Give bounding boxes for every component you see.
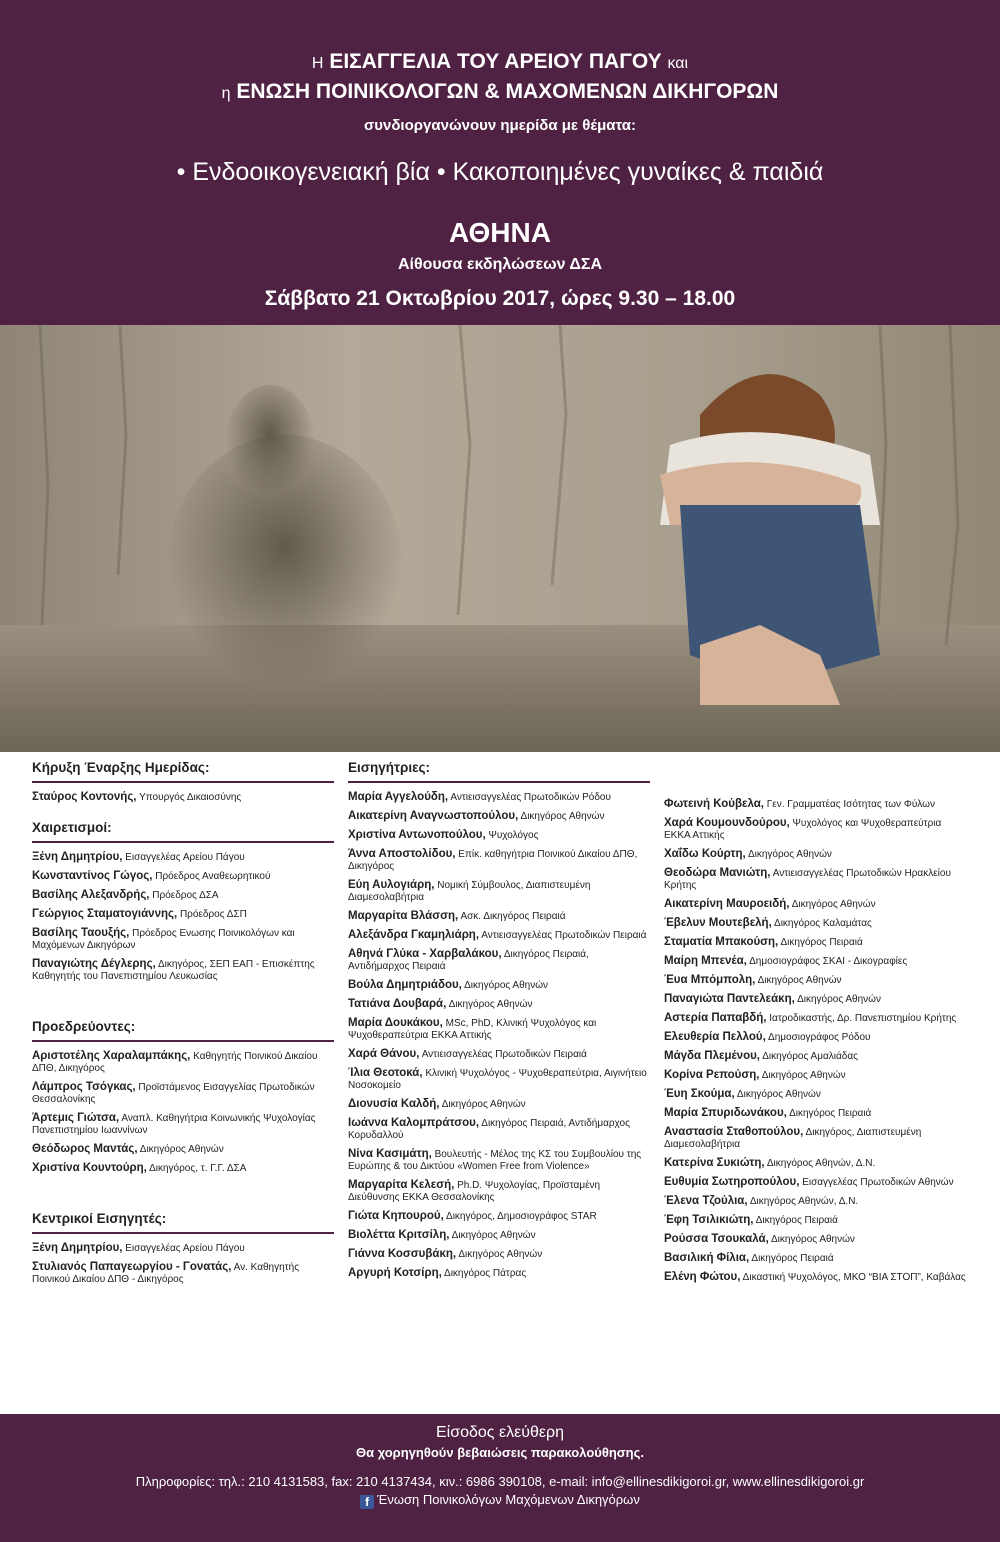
free-entry-title: Είσοδος ελεύθερη	[435, 1424, 564, 1441]
list-item: Βασιλική Φίλια, Δικηγόρος Πειραιά	[664, 1252, 834, 1264]
list-item: Κατερίνα Συκιώτη, Δικηγόρος Αθηνών, Δ.Ν.	[664, 1157, 876, 1169]
city-title: ΑΘΗΝΑ	[449, 217, 551, 248]
list-item: Βούλα Δημητριάδου, Δικηγόρος Αθηνών	[348, 979, 549, 991]
list-item: Βασίλης Αλεξανδρής, Πρόεδρος ΔΣΑ	[32, 889, 219, 901]
list-item: Αστερία Παπαβδή, Ιατροδικαστής, Δρ. Πανεπιστημίου Κρήτης	[664, 1012, 957, 1024]
list-item: Νίνα Κασιμάτη, Βουλευτής - Μέλος της ΚΣ του Συμβουλίου της Ευρώπης & του Δικτύου «Women Free from Violence»	[348, 1148, 642, 1172]
section-divider	[32, 781, 334, 783]
greetings-title: Χαιρετισμοί:	[32, 820, 112, 835]
keynote-title: Κεντρικοί Εισηγητές:	[32, 1211, 167, 1226]
list-item: Μαρία Δουκάκου, MSc, PhD, Κλινική Ψυχολόγος και Ψυχοθεραπεύτρια ΕΚΚΑ Αττικής	[348, 1017, 597, 1041]
list-item: Γιώτα Κηπουρού, Δικηγόρος, Δημοσιογράφος STAR	[348, 1210, 597, 1222]
list-item: Άρτεμις Γιώτσα, Αναπλ. Καθηγήτρια Κοινωνικής Ψυχολογίας Πανεπιστημίου Ιωαννίνων	[32, 1112, 316, 1136]
chairs-title: Προεδρεύοντες:	[32, 1019, 136, 1034]
list-item: Παναγιώτα Παντελεάκη, Δικηγόρος Αθηνών	[664, 993, 881, 1005]
list-item: Αικατερίνη Αναγνωστοπούλου, Δικηγόρος Αθηνών	[348, 810, 605, 822]
list-item: Χριστίνα Αντωνοπούλου, Ψυχολόγος	[348, 829, 539, 841]
list-item: Μαίρη Μπενέα, Δημοσιογράφος ΣΚΑΙ - Δικογραφίες	[664, 955, 908, 967]
list-item: Διονυσία Καλδή, Δικηγόρος Αθηνών	[348, 1098, 526, 1110]
list-item: Σταματία Μπακούση, Δικηγόρος Πειραιά	[664, 936, 863, 948]
section-divider	[32, 1040, 334, 1042]
list-item: Αναστασία Σταθοπούλου, Δικηγόρος, Διαπιστευμένη Διαμεσολαβήτρια	[664, 1126, 922, 1150]
list-item: Εύη Αυλογιάρη, Νομική Σύμβουλος, Διαπιστευμένη Διαμεσολαβήτρια	[348, 879, 591, 903]
certificates-note: Θα χορηγηθούν βεβαιώσεις παρακολούθησης.	[356, 1445, 644, 1460]
contact-info[interactable]: Πληροφορίες: τηλ.: 210 4131583, fax: 210 4137434, κιν.: 6986 390108, e-mail: info@ellinesdikigoroi.gr, www.ellinesdikigoroi.gr	[135, 1474, 865, 1489]
list-item: Ελένη Φώτου, Δικαστική Ψυχολόγος, ΜΚΟ “ΒΙΑ ΣΤΟΠ”, Καβάλας	[664, 1271, 966, 1283]
list-item: Αθηνά Γλύκα - Χαρβαλάκου, Δικηγόρος Πειραιά, Αντιδήμαρχος Πειραιά	[348, 948, 589, 972]
column-speakers-1	[348, 760, 650, 1286]
list-item: Έυα Μπόμπολη, Δικηγόρος Αθηνών	[664, 974, 842, 986]
list-item: Αλεξάνδρα Γκαμηλιάρη, Αντιεισαγγελέας Πρωτοδικών Πειραιά	[348, 929, 647, 941]
list-item: Ξένη Δημητρίου, Εισαγγελέας Αρείου Πάγου	[32, 851, 245, 863]
subtitle: συνδιοργανώνουν ημερίδα με θέματα:	[364, 117, 636, 134]
list-item: Έλενα Τζούλια, Δικηγόρος Αθηνών, Δ.Ν.	[664, 1195, 859, 1207]
list-item: Φωτεινή Κούβελα, Γεν. Γραμματέας Ισότητας των Φύλων	[664, 798, 935, 810]
child-photo-illustration	[0, 325, 1000, 752]
venue: Αίθουσα εκδηλώσεων ΔΣΑ	[397, 256, 603, 273]
list-item: Μαργαρίτα Βλάσση, Ασκ. Δικηγόρος Πειραιά	[348, 910, 566, 922]
list-item: Έβελυν Μουτεβελή, Δικηγόρος Καλαμάτας	[664, 917, 872, 929]
list-item: Γιάννα Κοσσυβάκη, Δικηγόρος Αθηνών	[348, 1248, 543, 1260]
column-program	[32, 760, 334, 1292]
list-item: Έφη Τσιλικιώτη, Δικηγόρος Πειραιά	[664, 1214, 838, 1226]
list-item: Ελευθερία Πελλού, Δημοσιογράφος Ρόδου	[664, 1031, 871, 1043]
section-divider	[32, 1232, 334, 1234]
list-item: Ιωάννα Καλομπράτσου, Δικηγόρος Πειραιά, Αντιδήμαρχος Κορυδαλλού	[348, 1117, 630, 1141]
list-item: Ευθυμία Σωτηροπούλου, Εισαγγελέας Πρωτοδικών Αθηνών	[664, 1176, 954, 1188]
list-item: Ίλια Θεοτοκά, Κλινική Ψυχολόγος - Ψυχοθεραπεύτρια, Αιγινήτειο Νοσοκομείο	[348, 1067, 647, 1091]
speakers-title: Εισηγήτριες:	[348, 760, 431, 775]
list-item: Χαρά Θάνου, Αντιεισαγγελέας Πρωτοδικών Πειραιά	[348, 1048, 587, 1060]
list-item: Λάμπρος Τσόγκας, Προϊστάμενος Εισαγγελίας Πρωτοδικών Θεσσαλονίκης	[32, 1081, 315, 1105]
list-item: Χαΐδω Κούρτη, Δικηγόρος Αθηνών	[664, 848, 832, 860]
list-item: Βιολέττα Κριτσίλη, Δικηγόρος Αθηνών	[348, 1229, 536, 1241]
list-item: Βασίλης Ταουξής, Πρόεδρος Ενωσης Ποινικολόγων και Μαχόμενων Δικηγόρων	[32, 927, 295, 951]
list-item: Μαρία Σπυριδωνάκου, Δικηγόρος Πειραιά	[664, 1107, 872, 1119]
list-item: Στυλιανός Παπαγεωργίου - Γονατάς, Αν. Καθηγητής Ποινικού Δικαίου ΔΠΘ - Δικηγόρος	[32, 1261, 300, 1285]
list-item: Μαργαρίτα Κελεσή, Ph.D. Ψυχολογίας, Προϊσταμένη Διεύθυνσης ΕΚΚΑ Θεσσαλονίκης	[348, 1179, 601, 1203]
list-item: Άννα Αποστολίδου, Επίκ. καθηγήτρια Ποινικού Δικαίου ΔΠΘ, Δικηγόρος	[348, 848, 638, 872]
section-divider	[348, 781, 650, 783]
list-item: Χριστίνα Κουντούρη, Δικηγόρος, τ. Γ.Γ. ΔΣΑ	[32, 1162, 247, 1174]
list-item: Μαρία Αγγελούδη, Αντιεισαγγελέας Πρωτοδικών Ρόδου	[348, 791, 611, 803]
event-date: Σάββατο 21 Οκτωβρίου 2017, ώρες 9.30 – 18.00	[264, 287, 736, 310]
header-banner	[0, 0, 1000, 325]
list-item: Θεόδωρος Μαντάς, Δικηγόρος Αθηνών	[32, 1143, 224, 1155]
list-item: Ξένη Δημητρίου, Εισαγγελέας Αρείου Πάγου	[32, 1242, 245, 1254]
footer-banner	[0, 1414, 1000, 1542]
list-item: Κορίνα Ρεπούση, Δικηγόρος Αθηνών	[664, 1069, 846, 1081]
list-item: Χαρά Κουμουνδούρου, Ψυχολόγος και Ψυχοθεραπεύτρια ΕΚΚΑ Αττικής	[664, 817, 942, 841]
column-speakers-2	[664, 798, 966, 1290]
list-item: Σταύρος Κοντονής, Υπουργός Δικαιοσύνης	[32, 791, 242, 803]
list-item: Θεοδώρα Μανιώτη, Αντιεισαγγελέας Πρωτοδικών Ηρακλείου Κρήτης	[664, 867, 951, 891]
list-item: Κωνσταντίνος Γώγος, Πρόεδρος Αναθεωρητικού	[32, 870, 271, 882]
organizer-line-1: Η ΕΙΣΑΓΓΕΛΙΑ ΤΟΥ ΑΡΕΙΟΥ ΠΑΓΟΥ και	[311, 50, 689, 73]
list-item: Αργυρή Κοτσίρη, Δικηγόρος Πάτρας	[348, 1267, 527, 1279]
list-item: Παναγιώτης Δέγλερης, Δικηγόρος, ΣΕΠ ΕΑΠ - Επισκέπτης Καθηγητής του Πανεπιστημίου Λευκωσίας	[32, 958, 315, 982]
section-divider	[32, 841, 334, 843]
list-item: Αικατερίνη Μαυροειδή, Δικηγόρος Αθηνών	[664, 898, 876, 910]
facebook-link[interactable]: f Ένωση Ποινικολόγων Μαχόμενων Δικηγόρων	[0, 1492, 1000, 1509]
opening-title: Κήρυξη Έναρξης Ημερίδας:	[32, 760, 210, 775]
topics: • Ενδοοικογενειακή βία • Κακοποιημένες γυναίκες & παιδιά	[176, 158, 824, 186]
list-item: Τατιάνα Δουβαρά, Δικηγόρος Αθηνών	[348, 998, 533, 1010]
list-item: Ρούσσα Τσουκαλά, Δικηγόρος Αθηνών	[664, 1233, 855, 1245]
facebook-icon: f	[360, 1495, 374, 1509]
list-item: Έυη Σκούμα, Δικηγόρος Αθηνών	[664, 1088, 821, 1100]
list-item: Αριστοτέλης Χαραλαμπάκης, Καθηγητής Ποινικού Δικαίου ΔΠΘ, Δικηγόρος	[32, 1050, 318, 1074]
hero-photo	[0, 325, 1000, 752]
organizer-line-2: η ΕΝΩΣΗ ΠΟΙΝΙΚΟΛΟΓΩΝ & ΜΑΧΟΜΕΝΩΝ ΔΙΚΗΓΟΡΩΝ	[221, 80, 779, 103]
list-item: Μάγδα Πλεμένου, Δικηγόρος Αμαλιάδας	[664, 1050, 858, 1062]
list-item: Γεώργιος Σταματογιάννης, Πρόεδρος ΔΣΠ	[32, 908, 247, 920]
